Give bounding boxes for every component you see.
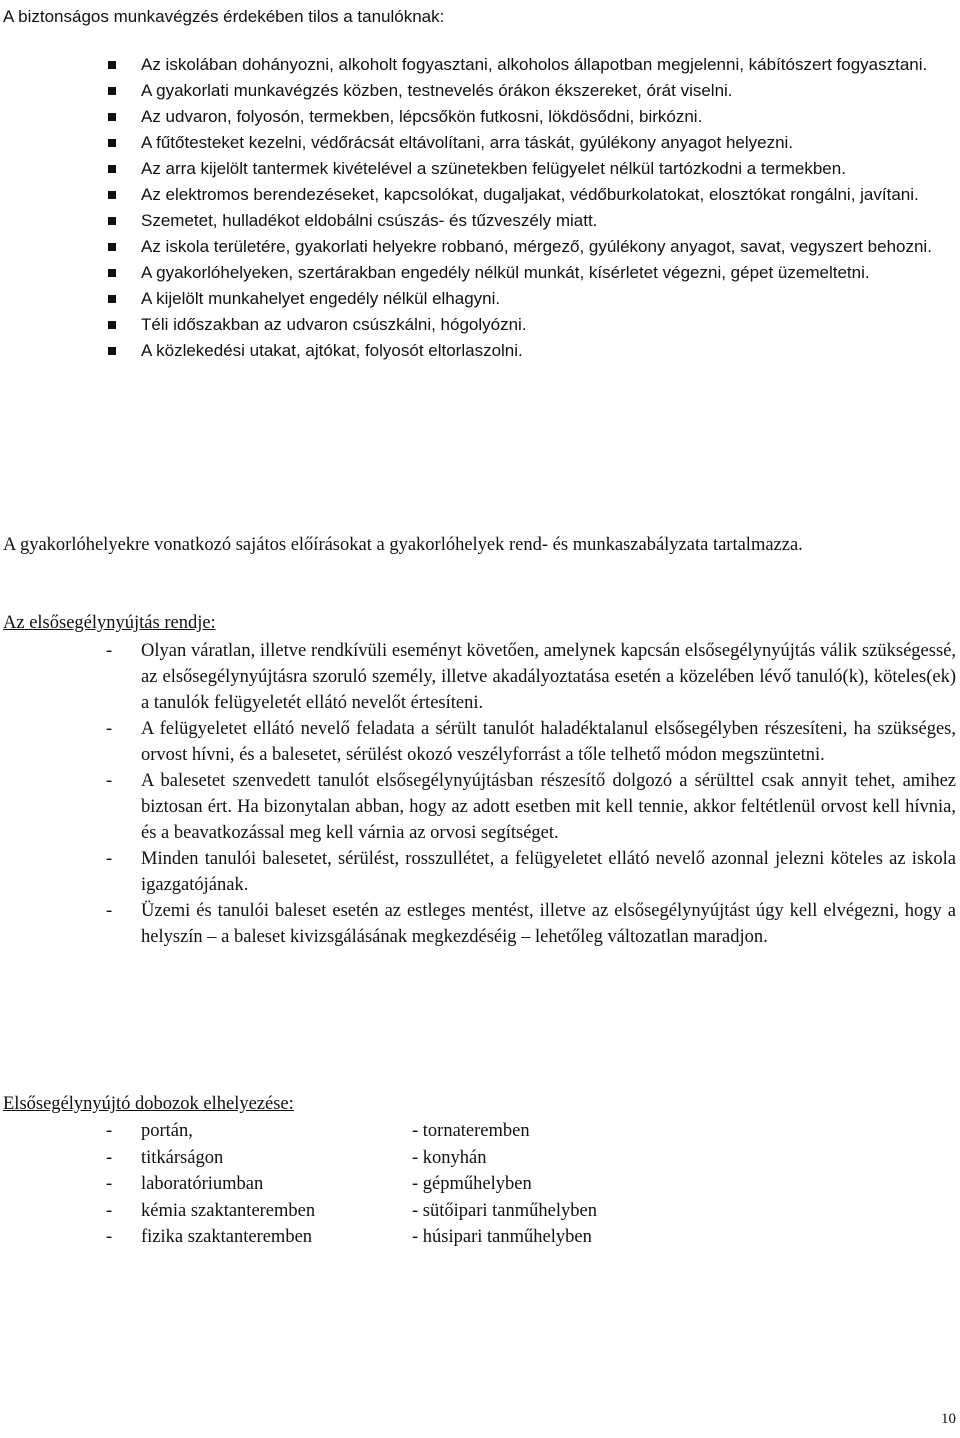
list-item: A fűtőtesteket kezelni, védőrácsát eltávolítani, arra táskát, gyúlékony anyagot helyezni.	[0, 130, 956, 156]
list-item: Az iskola területére, gyakorlati helyekre robbanó, mérgező, gyúlékony anyagot, savat, vegyszert behozni.	[0, 234, 956, 260]
location-row: - portán, - tornateremben	[106, 1121, 530, 1141]
square-bullet-icon	[108, 191, 116, 199]
practice-rules-paragraph: A gyakorlóhelyekre vonatkozó sajátos előírásokat a gyakorlóhelyek rend- és munkaszabályzata tartalmazza.	[3, 535, 803, 555]
list-item: Az iskolában dohányozni, alkoholt fogyasztani, alkoholos állapotban megjelenni, kábítószert fogyasztani.	[0, 52, 956, 78]
page-number: 10	[941, 1411, 956, 1427]
list-item: Téli időszakban az udvaron csúszkálni, hógolyózni.	[0, 312, 956, 338]
list-item: - Olyan váratlan, illetve rendkívüli eseményt követően, amelynek kapcsán elsősegélynyújtás válik szükségessé, az elsősegélynyújtásra szoruló személy, illetve akadályoztatása esetén a közelében lévő tanuló(k), köteles(ek) a tanulók felügyeletét ellátó nevelőt értesíteni.	[106, 641, 956, 713]
list-item: A közlekedési utakat, ajtókat, folyosót eltorlaszolni.	[0, 338, 956, 364]
square-bullet-icon	[108, 87, 116, 95]
list-item: Az arra kijelölt tantermek kivételével a szünetekben felügyelet nélkül tartózkodni a termekben.	[0, 156, 956, 182]
square-bullet-icon	[108, 295, 116, 303]
square-bullet-icon	[108, 113, 116, 121]
list-item: - Minden tanulói balesetet, sérülést, rosszullétet, a felügyeletet ellátó nevelő azonnal jelezni köteles az iskola igazgatójának.	[106, 849, 956, 895]
location-row: - laboratóriumban - gépműhelyben	[106, 1174, 532, 1194]
section-heading-first-aid-boxes: Elsősegélynyújtó dobozok elhelyezése:	[3, 1094, 294, 1114]
square-bullet-icon	[108, 61, 116, 69]
list-item: Az elektromos berendezéseket, kapcsolókat, dugaljakat, védőburkolatokat, elosztókat rongálni, javítani.	[0, 182, 956, 208]
list-item: A gyakorlati munkavégzés közben, testnevelés órákon ékszereket, órát viselni.	[0, 78, 956, 104]
square-bullet-icon	[108, 269, 116, 277]
list-item: - A felügyeletet ellátó nevelő feladata a sérült tanulót haladéktalanul elsősegélyben részesíteni, ha szükséges, orvost hívni, és a balesetet, sérülést okozó veszélyforrást a tőle telhető módon megszüntetni.	[106, 719, 956, 765]
square-bullet-icon	[108, 243, 116, 251]
square-bullet-icon	[108, 139, 116, 147]
prohibitions-list	[0, 52, 956, 364]
square-bullet-icon	[108, 347, 116, 355]
list-item: Az udvaron, folyosón, termekben, lépcsőkön futkosni, lökdösődni, birkózni.	[0, 104, 956, 130]
square-bullet-icon	[108, 321, 116, 329]
location-row: - fizika szaktanteremben - húsipari tanműhelyben	[106, 1227, 592, 1247]
section-heading-first-aid: Az elsősegélynyújtás rendje:	[3, 613, 216, 633]
location-row: - kémia szaktanteremben - sütőipari tanműhelyben	[106, 1200, 597, 1221]
square-bullet-icon	[108, 165, 116, 173]
section-heading-safety: A biztonságos munkavégzés érdekében tilos a tanulóknak:	[3, 7, 445, 26]
first-aid-list	[0, 638, 956, 950]
list-item: - A balesetet szenvedett tanulót elsősegélynyújtásban részesítő dolgozó a sérülttel csak annyit tehet, amihez biztosan ért. Ha bizonytalan abban, hogy az adott esetben mit kell tennie, akkor feltétlenül orvost kell hívnia, és a beavatkozással meg kell várnia az orvosi segítséget.	[106, 771, 956, 843]
square-bullet-icon	[108, 217, 116, 225]
list-item: Szemetet, hulladékot eldobálni csúszás- és tűzveszély miatt.	[0, 208, 956, 234]
location-row: - titkárságon - konyhán	[106, 1147, 487, 1168]
list-item: A gyakorlóhelyeken, szertárakban engedély nélkül munkát, kísérletet végezni, gépet üzemeltetni.	[0, 260, 956, 286]
first-aid-box-locations	[0, 1118, 700, 1251]
list-item: - Üzemi és tanulói baleset esetén az estleges mentést, illetve az elsősegélynyújtást úgy kell elvégezni, hogy a helyszín – a baleset kivizsgálásának megkezdéséig – lehetőleg változatlan maradjon.	[106, 901, 956, 947]
list-item: A kijelölt munkahelyet engedély nélkül elhagyni.	[0, 286, 956, 312]
